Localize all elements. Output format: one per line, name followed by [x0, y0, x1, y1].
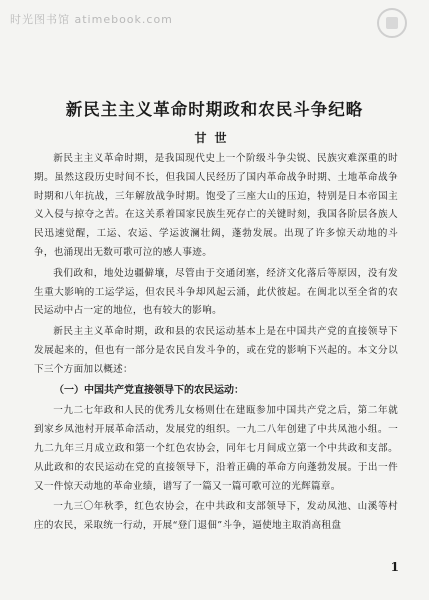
body-paragraph: 我们政和，地处边疆僻壤，尽管由于交通闭塞，经济文化落后等原因，没有发生重大影响的工运学运，但农民斗争却风起云涌，此伏彼起。在闽北以至全省的农民运动中占一定的地位，也有较大的影响。 — [34, 267, 398, 317]
document-title: 新民主主义革命时期政和农民斗争纪略 — [65, 100, 364, 119]
body-paragraph: 一九三〇年秋季，红色农协会，在中共政和支部领导下，发动凤池、山溪等村庄的农民，采取统一行动，开展“登门退佃”斗争，逼使地主取消高租盘 — [34, 501, 398, 532]
watermark-text: 时光图书馆 atimebook.com — [10, 13, 173, 26]
page-number: 1 — [390, 560, 399, 574]
body-paragraph: 新民主主义革命时期，政和县的农民运动基本上是在中国共产党的直接领导下发展起来的，但也有一部分是农民自发斗争的，或在党的影响下兴起的。本文分以下三个方面加以概述： — [34, 326, 398, 375]
body-paragraph: 新民主主义革命时期，是我国现代史上一个阶级斗争尖锐、民族灾难深重的时期。虽然这段历史时间不长，但我国人民经历了国内革命战争时期、土地革命战争时期和八年抗战，三年解放战争时期。饱受了三座大山的压迫，特别是日本帝国主义入侵与掠夺之苦。在这关系着国家民族生死存亡的关键时刻，我国各阶层各族人民迅速觉醒，工运、农运、学运波澜壮阔，蓬勃发展。出现了许多惊天动地的斗争，也涌现出无数可歌可泣的感人事迹。 — [34, 153, 398, 258]
site-watermark — [0, 0, 429, 40]
watermark-logo-icon — [377, 8, 407, 38]
document-author: 甘世 — [194, 131, 235, 145]
body-paragraph: 一九二七年政和人民的优秀儿女杨则仕在建瓯参加中国共产党之后，第二年就到家乡凤池村开展革命活动，发展党的组织。一九二八年创建了中共凤池小组。一九二九年三月成立政和第一个红色农协会，同年七月间成立第一个中共政和支部。从此政和的农民运动在党的直接领导下，沿着正确的革命方向蓬勃发展。于出一件又一件惊天动地的革命业绩，谱写了一篇又一篇可歌可泣的光辉篇章。 — [34, 405, 398, 492]
section-heading: （一）中国共产党直接领导下的农民运动： — [54, 384, 244, 396]
document-body — [34, 150, 398, 538]
